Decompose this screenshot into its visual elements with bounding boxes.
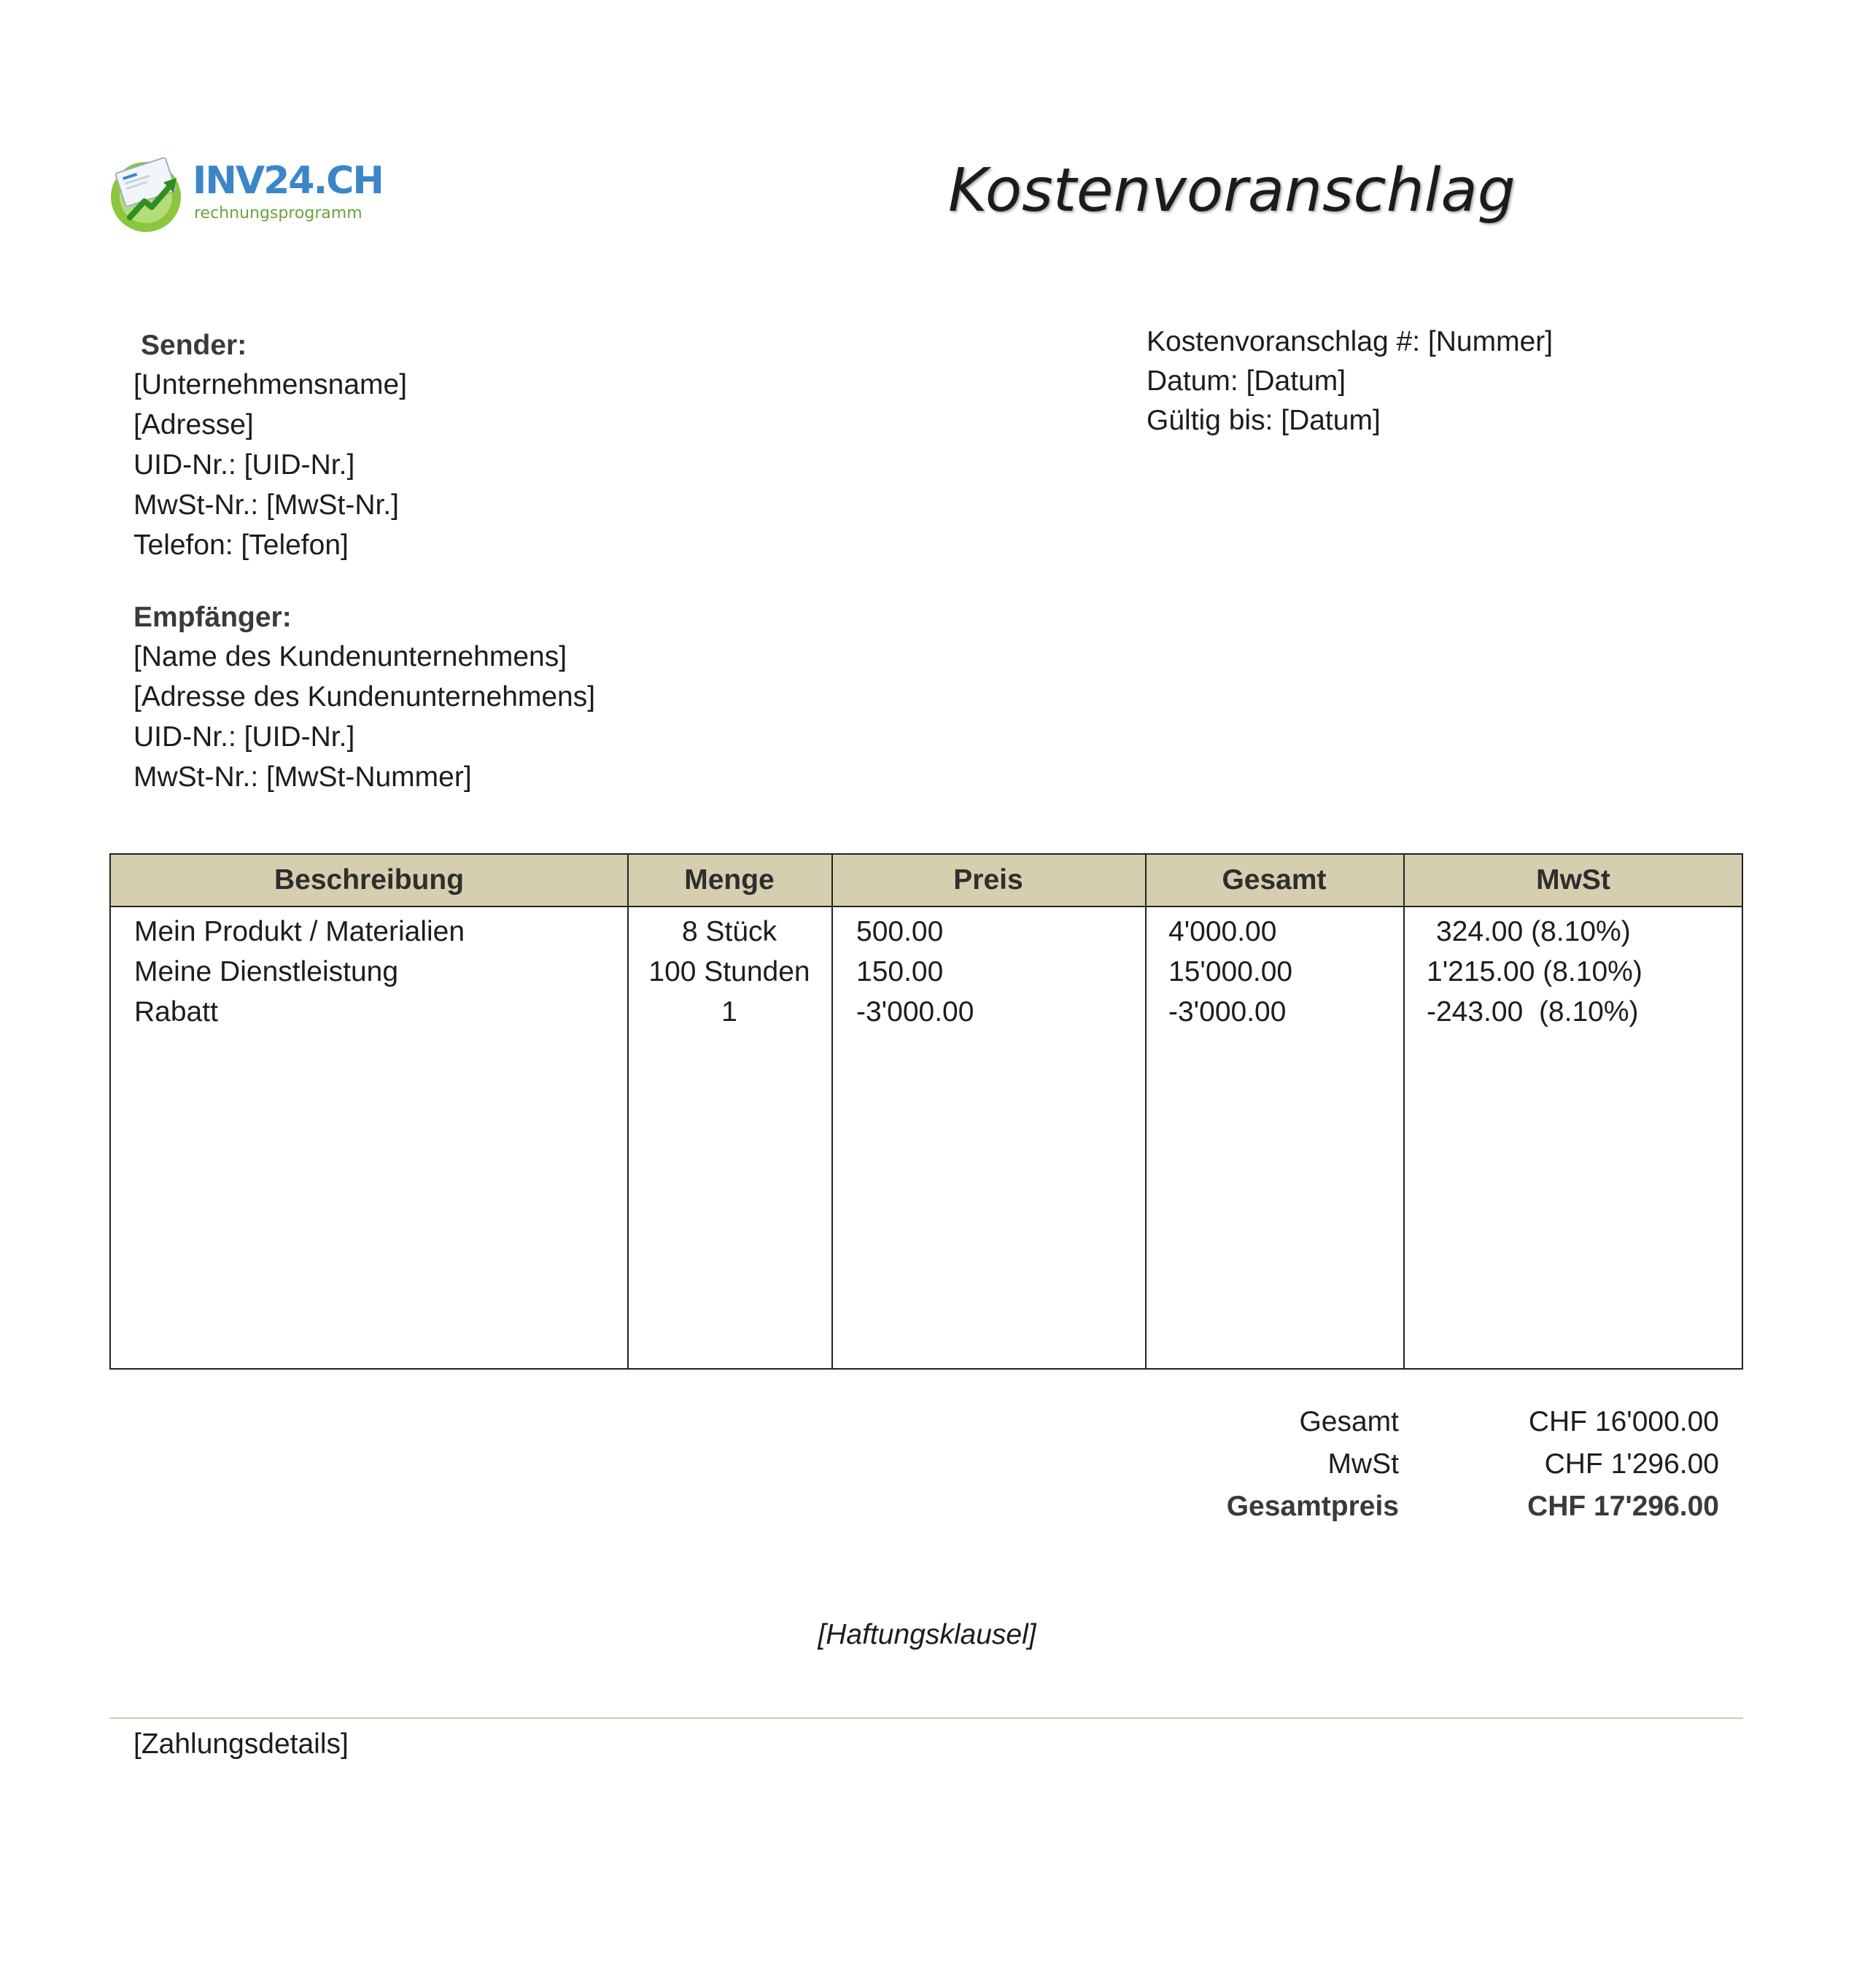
recipient-heading: Empfänger: [133,602,292,633]
payment-details: [Zahlungsdetails] [133,1728,349,1760]
cell-description: Rabatt [134,996,218,1028]
quote-meta [1147,322,1553,440]
cell-vat: 324.00 (8.10%) [1436,916,1631,947]
sender-line: [Unternehmensname] [133,369,408,400]
header-price: Preis [953,864,1023,896]
quote-number: Kostenvoranschlag #: [Nummer] [1147,326,1554,357]
quote-date: Datum: [Datum] [1147,365,1346,397]
sender-block [133,365,407,565]
logo-icon [109,153,190,233]
vat-total-label: MwSt [1327,1448,1399,1480]
footer-divider [109,1717,1743,1719]
grand-total-value: CHF 17'296.00 [1527,1491,1719,1522]
header-quantity: Menge [684,864,775,896]
cell-total: -3'000.00 [1168,996,1287,1028]
header-description: Beschreibung [274,864,465,896]
logo-text: INV24.CH [193,159,383,203]
subtotal-value: CHF 16'000.00 [1528,1406,1719,1437]
subtotal-label: Gesamt [1299,1406,1399,1437]
cell-price: 150.00 [856,956,944,987]
sender-line: MwSt-Nr.: [MwSt-Nr.] [133,489,399,521]
cell-description: Mein Produkt / Materialien [134,916,465,947]
cell-description: Meine Dienstleistung [134,956,399,987]
vat-total-value: CHF 1'296.00 [1544,1448,1719,1480]
recipient-block [133,637,595,797]
grand-total-label: Gesamtpreis [1226,1491,1399,1522]
cell-total: 15'000.00 [1168,956,1293,987]
recipient-line: MwSt-Nr.: [MwSt-Nummer] [133,761,472,793]
cell-price: 500.00 [856,916,944,947]
company-logo [109,153,383,233]
cell-total: 4'000.00 [1168,916,1277,947]
recipient-line: [Adresse des Kundenunternehmens] [133,681,596,713]
header-total: Gesamt [1222,864,1327,896]
column-divider [1145,855,1147,1368]
sender-line: Telefon: [Telefon] [133,529,349,561]
cell-quantity: 1 [721,996,737,1028]
header-vat: MwSt [1536,864,1610,896]
quote-valid-until: Gültig bis: [Datum] [1147,405,1381,436]
cell-price: -3'000.00 [856,996,974,1028]
cell-quantity: 100 Stunden [648,956,810,987]
items-table [109,853,1743,1370]
sender-heading: Sender: [141,330,247,361]
cell-vat: 1'215.00 (8.10%) [1427,956,1642,987]
cell-quantity: 8 Stück [681,916,777,947]
column-divider [831,855,833,1368]
sender-line: [Adresse] [133,409,254,440]
logo-subtitle: rechnungsprogramm [194,204,362,222]
recipient-line: [Name des Kundenunternehmens] [133,641,567,672]
sender-line: UID-Nr.: [UID-Nr.] [133,449,355,481]
liability-clause: [Haftungsklausel] [818,1619,1036,1650]
recipient-line: UID-Nr.: [UID-Nr.] [133,721,355,753]
document-title: Kostenvoranschlag [948,156,1516,225]
column-divider [1403,855,1405,1368]
cell-vat: -243.00 (8.10%) [1427,996,1639,1028]
